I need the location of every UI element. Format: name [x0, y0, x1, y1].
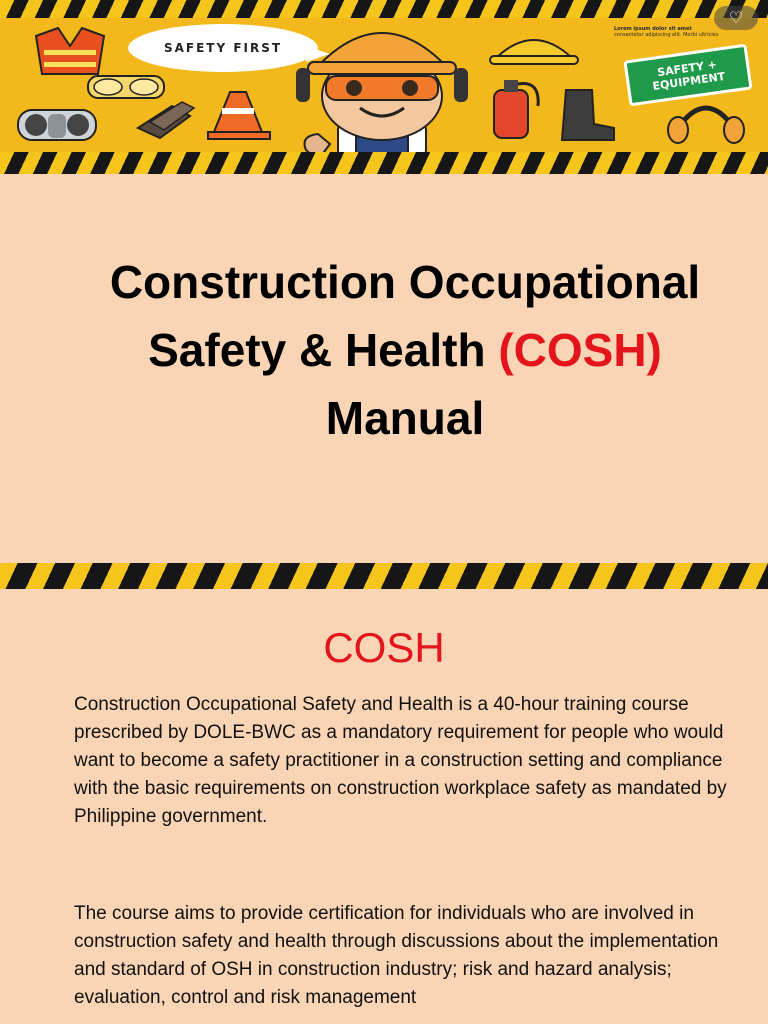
section-paragraph-1: Construction Occupational Safety and Health is a 40-hour training course prescribed by DOLE-BWC as a mandatory requirement for people who would want to become a safety practitioner in a construction setting and compliance with the basic requirements on construction workplace safety as mandated by Philippine government.: [74, 694, 727, 827]
goggles-icon: [88, 76, 164, 98]
rubber-boot-icon: [562, 90, 614, 140]
traffic-cone-icon: [208, 92, 270, 139]
header-banner: [0, 0, 768, 174]
fire-extinguisher-icon: [494, 80, 538, 138]
page-title: [60, 248, 750, 452]
speech-bubble-text: SAFETY FIRST: [163, 41, 283, 55]
hard-hat-icon: [490, 40, 578, 64]
title-acronym: (COSH): [498, 324, 662, 376]
title-line-2: Safety & Health: [148, 324, 499, 376]
sign-text: SAFETY + EQUIPMENT: [651, 57, 727, 93]
title-line-3: Manual: [325, 392, 485, 444]
hazard-stripe-bottom: [0, 152, 768, 174]
section-paragraph-2: The course aims to provide certification for individuals who are involved in construction safety and health through discussions about the implementation and standard of OSH in construction industry; risk and hazard analysis; evaluation, control and risk management: [74, 903, 719, 1008]
speech-bubble: [128, 24, 318, 72]
section-heading: COSH: [323, 624, 445, 671]
favorite-button[interactable]: [714, 6, 758, 30]
heart-icon: ♡: [728, 10, 744, 27]
placeholder-line-2: consectetur adipiscing elit. Morbi ultricies: [614, 32, 719, 38]
safety-vest-icon: [36, 28, 104, 74]
hazard-stripe-divider: [0, 563, 768, 589]
gloves-icon: [138, 102, 194, 138]
respirator-icon: [18, 110, 96, 140]
placeholder-line-1: Lorem ipsum dolor sit amet: [614, 26, 692, 32]
ear-muffs-icon: [668, 108, 744, 143]
title-line-1: Construction Occupational: [109, 256, 701, 308]
